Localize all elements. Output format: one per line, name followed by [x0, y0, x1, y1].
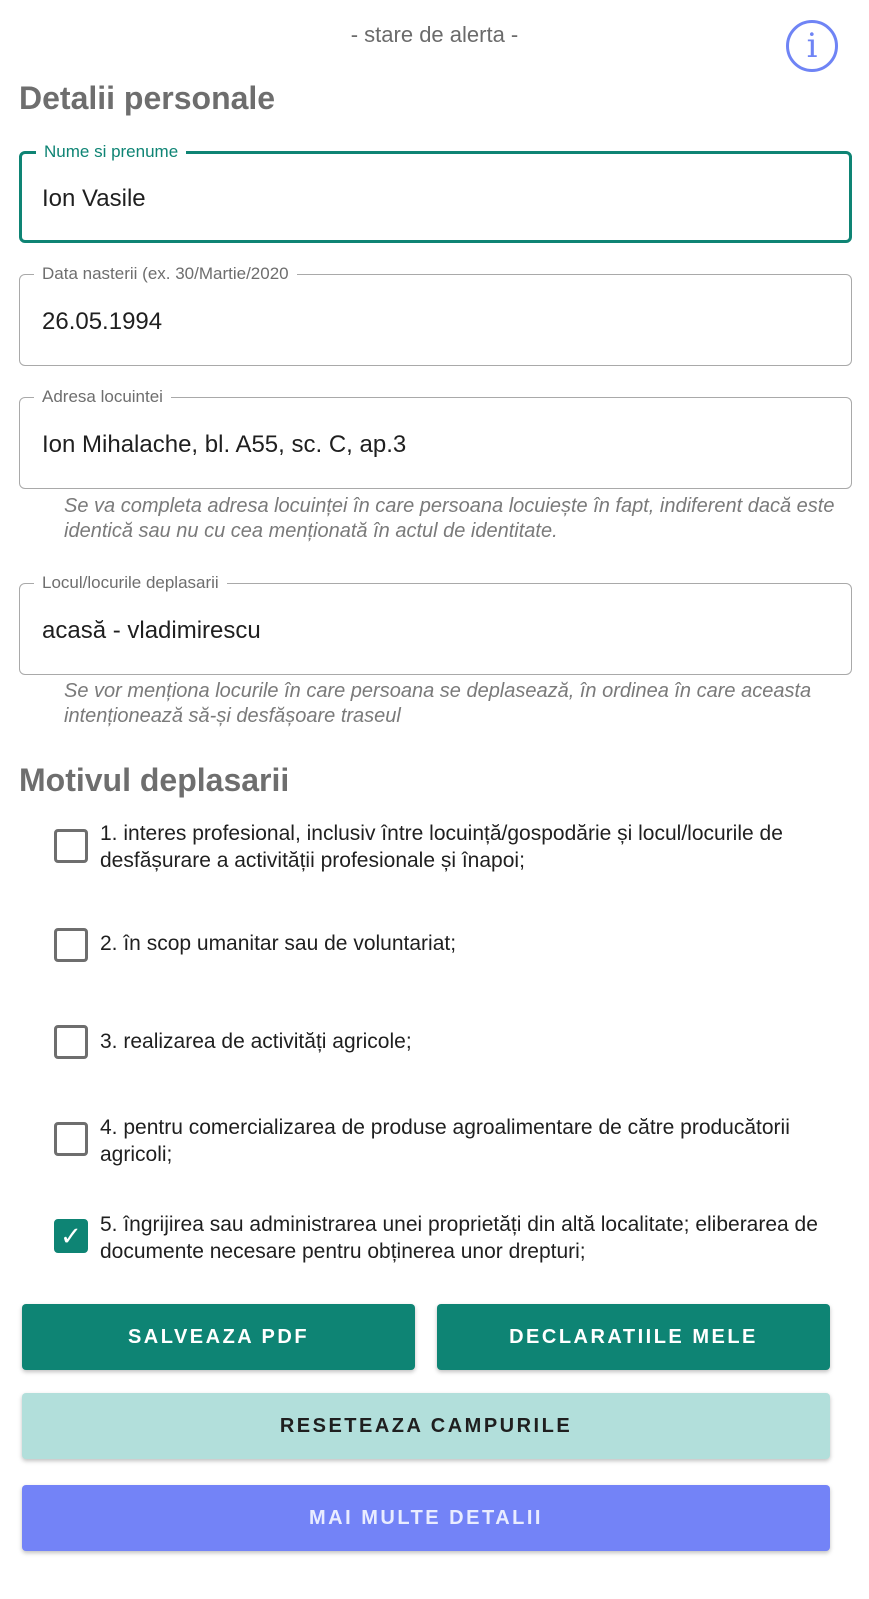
- reason-label-5: 5. îngrijirea sau administrarea unei proprietăți din altă localitate; eliberarea de documente necesare pentru obținerea unor drepturi;: [100, 1213, 818, 1263]
- reason-label-1: 1. interes profesional, inclusiv între locuință/gospodărie și locul/locurile de desfășurare a activității profesionale și înapoi;: [100, 822, 783, 872]
- my-declarations-button[interactable]: DECLARATIILE MELE: [437, 1304, 830, 1370]
- address-field-value[interactable]: Ion Mihalache, bl. A55, sc. C, ap.3: [42, 431, 407, 458]
- reason-checkbox-1[interactable]: [54, 829, 88, 863]
- birthdate-field-label: Data nasterii (ex. 30/Martie/2020: [34, 263, 297, 285]
- reason-label-2: 2. în scop umanitar sau de voluntariat;: [100, 932, 457, 955]
- reason-checkbox-4[interactable]: [54, 1122, 88, 1156]
- reset-fields-button[interactable]: RESETEAZA CAMPURILE: [22, 1393, 830, 1459]
- more-details-button[interactable]: MAI MULTE DETALII: [22, 1485, 830, 1551]
- address-field-label: Adresa locuintei: [34, 386, 171, 408]
- save-pdf-button[interactable]: SALVEAZA PDF: [22, 1304, 415, 1370]
- places-field-label: Locul/locurile deplasarii: [34, 572, 227, 594]
- birthdate-field[interactable]: [19, 264, 852, 366]
- travel-reason-title: Motivul deplasarii: [19, 762, 290, 798]
- reason-label-3: 3. realizarea de activități agricole;: [100, 1030, 412, 1053]
- reason-checkbox-2[interactable]: [54, 928, 88, 962]
- address-field[interactable]: [19, 387, 852, 489]
- address-helper-text: Se va completa adresa locuinței în care persoana locuiește în fapt, indiferent dacă este identică sau nu cu cea menționată în actul de identitate.: [64, 495, 835, 542]
- checkmark-icon: ✓: [60, 1221, 82, 1251]
- places-field-value[interactable]: acasă - vladimirescu: [42, 617, 261, 644]
- birthdate-field-value[interactable]: 26.05.1994: [42, 308, 163, 335]
- name-field[interactable]: [19, 142, 852, 243]
- personal-details-title: Detalii personale: [19, 80, 276, 116]
- reason-checkbox-3[interactable]: [54, 1025, 88, 1059]
- info-icon-glyph: i: [806, 26, 818, 66]
- reason-checkbox-5[interactable]: [54, 1219, 88, 1253]
- places-field[interactable]: [19, 573, 852, 675]
- name-field-value[interactable]: Ion Vasile: [42, 185, 146, 212]
- places-helper-text: Se vor menționa locurile în care persoana se deplasează, în ordinea în care aceasta intenționează să-și desfășoare traseul: [64, 680, 812, 727]
- name-field-label: Nume si prenume: [36, 141, 186, 163]
- top-status-text: - stare de alerta -: [350, 22, 519, 47]
- info-icon[interactable]: [786, 20, 838, 72]
- reason-label-4: 4. pentru comercializarea de produse agroalimentare de către producătorii agricoli;: [100, 1116, 790, 1166]
